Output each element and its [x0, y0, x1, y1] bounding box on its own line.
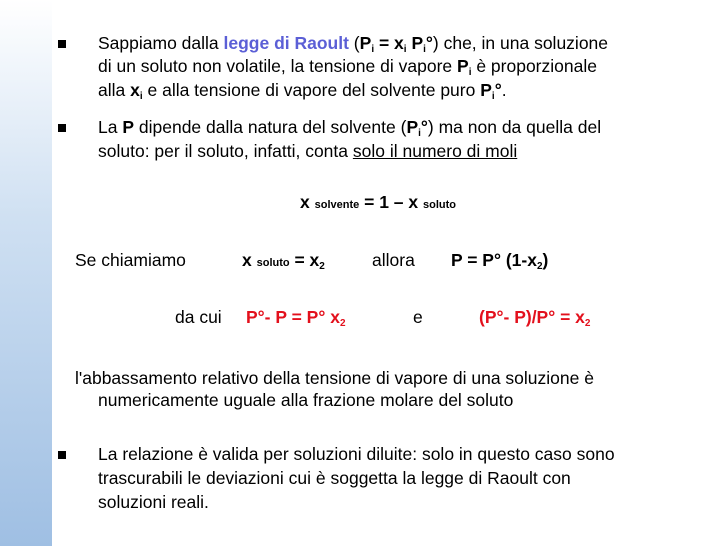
para-3-line-2: numericamente uguale alla frazione molare del soluto — [98, 390, 514, 410]
para-4-line-1: La relazione è valida per soluzioni diluite: solo in questo caso sono — [98, 444, 615, 464]
row-2-formula-1: P°- P = P° $x_2$ — [246, 307, 346, 329]
row-1-lead: Se chiamiamo — [75, 250, 186, 270]
bullet-1 — [58, 40, 66, 48]
para-2-line-2: soluto: per il soluto, infatti, conta solo il numero di moli — [98, 141, 518, 161]
para-1-line-2: di un soluto non volatile, la tensione di vapore $P_i$ è proporzionale — [98, 56, 597, 78]
row-2-formula-2: (P°- $P)/P^\circ = x_2$ — [479, 307, 591, 329]
row-1-x-soluto: x soluto = $x_2$ — [242, 250, 325, 272]
para-3-line-1: l'abbassamento relativo della tensione di vapore di una soluzione è — [75, 368, 594, 388]
para-2-line-1: La P dipende dalla natura del solvente $(P_i^\circ)$ ma non da quella del — [98, 117, 602, 139]
bullet-3 — [58, 451, 66, 459]
row-1-formula-P: P = P° $(1-x_2)$ — [451, 250, 549, 272]
para-4-line-2: trascurabili le deviazioni cui è soggetta la legge di Raoult con — [98, 468, 571, 488]
formula-mole-fraction: x solvente = 1 – x soluto — [300, 192, 456, 212]
row-1-allora: allora — [372, 250, 415, 270]
row-2-e: e — [413, 307, 423, 327]
para-1-line-3: alla $x_i$ e alla tensione di vapore del solvente puro $P_i^\circ$. — [98, 80, 507, 102]
row-2-lead: da cui — [175, 307, 222, 327]
para-1-line-1: Sappiamo dalla legge di Raoult ($P_i = x_i$ $P_i^\circ$) che, in una soluzione — [98, 33, 609, 55]
bullet-2 — [58, 124, 66, 132]
para-4-line-3: soluzioni reali. — [98, 492, 209, 512]
side-gradient-bar — [0, 0, 52, 546]
